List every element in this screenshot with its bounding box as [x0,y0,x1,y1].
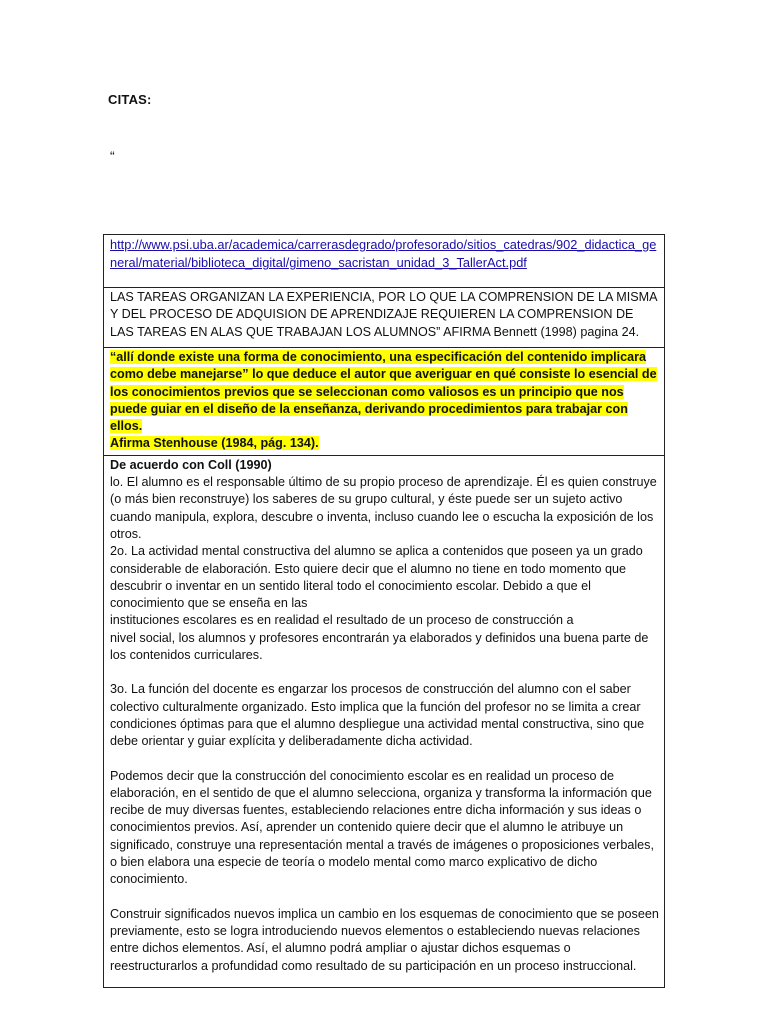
stenhouse-cell [104,348,665,456]
table-row [104,288,665,348]
highlighted-reference: Afirma Stenhouse (1984, pág. 134). [110,436,319,451]
coll-paragraph-4: Podemos decir que la construcción del conocimiento escolar es en realidad un proceso de elaboración, en el sentido de que el alumno selecciona, organiza y transforma la información que recibe de muy diversas fuentes, estableciendo relaciones entre dicha información y sus ideas o conocimientos previos. Así, aprender un contenido quiere decir que el alumno le atribuye un significado, construye una representación mental a través de imágenes o proposiciones verbales, o bien elabora una especie de teoría o modelo mental como marco explicativo de dicho conocimiento. [110,768,654,887]
paragraph-gap [110,664,659,681]
coll-paragraph-1: lo. El alumno es el responsable último de su propio proceso de aprendizaje. Él es quien construye (o más bien reconstruye) los saberes de su grupo cultural, y éste puede ser un sujeto activo cuando manipula, explora, descubre o inventa, incluso cuando lee o escucha la exposición de los otros. [110,475,657,541]
source-link[interactable] [110,237,656,270]
source-link-line-2: a_general/material/biblioteca_digital/gimeno_sacristan_unidad_3_TallerAct.pdf [110,237,657,271]
table-row [104,235,665,288]
highlighted-quote: “allí donde existe una forma de conocimiento, una especificación del contenido implicara como debe manejarse” lo que deduce el autor que averiguar en qué consiste lo esencial de los conocimientos previos que se seleccionan como valiosos es un principio que nos puede guiar en el diseño de la enseñanza, derivando procedimientos para trabajar con ellos. [110,350,657,434]
citations-table [103,234,665,988]
coll-paragraph-2c: nivel social, los alumnos y profesores encontrarán ya elaborados y definidos una buena parte de los contenidos curriculares. [110,630,649,663]
coll-title: De acuerdo con Coll (1990) [110,457,272,472]
source-link-line-1: http://www.psi.uba.ar/academica/carrerasdegrado/profesorado/sitios_catedras/902_didactic [110,237,628,252]
coll-cell [104,455,665,987]
table-row [104,348,665,456]
coll-paragraph-3: 3o. La función del docente es engarzar los procesos de construcción del alumno con el saber colectivo culturalmente organizado. Esto implica que la función del profesor no se limita a crear condiciones óptimas para que el alumno despliegue una actividad mental constructiva, sino que debe orientar y guiar explícita y deliberadamente dicha actividad. [110,682,645,749]
link-cell [104,235,665,288]
bennett-cell [104,288,665,348]
paragraph-gap [110,889,659,906]
opening-quote-mark: “ [110,148,115,164]
bennett-citation: LAS TAREAS ORGANIZAN LA EXPERIENCIA, POR LO QUE LA COMPRENSION DE LA MISMA Y DEL PROCESO DE ADQUISION DE APRENDIZAJE REQUIEREN LA COMPRENSION DE LAS TAREAS EN ALAS QUE TRABAJAN LOS ALUMNOS” AFIRMA Bennett (1998) pagina 24. [110,290,657,339]
table-row [104,455,665,987]
coll-paragraph-2a: 2o. La actividad mental constructiva del alumno se aplica a contenidos que poseen ya un grado considerable de elaboración. Esto quiere decir que el alumno no tiene en todo momento que descubrir o inventar en un sentido literal todo el conocimiento escolar. Debido a que el conocimiento que se enseña en las [110,544,643,611]
stenhouse-quote [110,349,659,435]
coll-paragraph-5: Construir significados nuevos implica un cambio en los esquemas de conocimiento que se poseen previamente, esto se logra introduciendo nuevos elementos o estableciendo nuevas relaciones entre dichos elementos. Así, el alumno podrá ampliar o ajustar dichos esquemas o reestructurarlos a profundidad como resultado de su participación en un proceso instruccional. [110,906,659,973]
stenhouse-reference [110,435,659,452]
coll-paragraph-2b: instituciones escolares es en realidad el resultado de un proceso de construcción a [110,613,574,628]
document-heading: CITAS: [108,92,152,107]
paragraph-gap [110,751,659,768]
